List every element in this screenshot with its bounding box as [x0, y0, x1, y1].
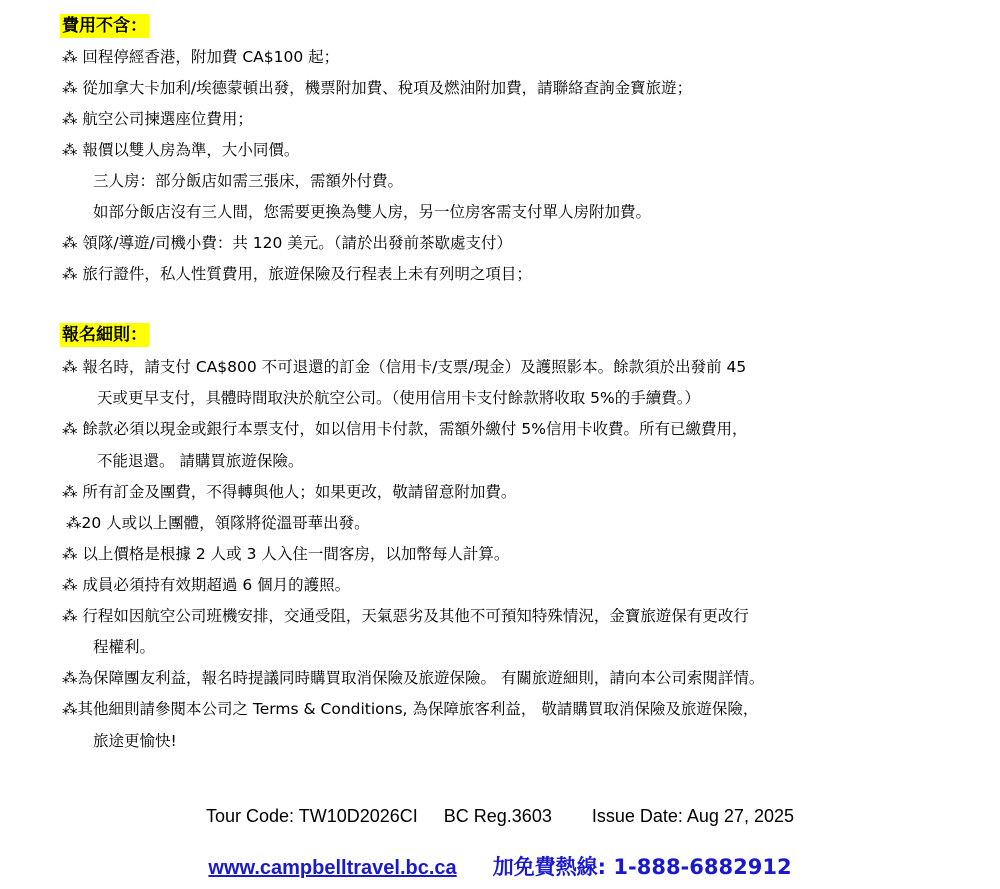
- registration-item-cont: 天或更早支付，具體時間取決於航空公司。（使用信用卡支付餘款將收取 5%的手續費。）: [97, 389, 701, 407]
- registration-item-cont: 旅途更愉快!: [93, 732, 177, 750]
- excluded-item: ⁂ 航空公司揀選座位費用；: [62, 110, 253, 128]
- registration-item: ⁂ 以上價格是根據 2 人或 3 人入住一間客房，以加幣每人計算。: [62, 545, 510, 563]
- registration-item-cont: 程權利。: [93, 638, 156, 656]
- registration-item: ⁂ 所有訂金及團費，不得轉與他人；如果更改，敬請留意附加費。: [62, 483, 517, 501]
- website-link[interactable]: www.campbelltravel.bc.ca: [208, 857, 457, 879]
- registration-item: ⁂其他細則請參閱本公司之 Terms & Conditions, 為保障旅客利益， 敬請購買取消保險及旅遊保險，: [62, 700, 759, 718]
- excluded-item: ⁂ 回程停經香港，附加費 CA$100 起；: [62, 48, 340, 66]
- bc-registration: BC Reg.3603: [443, 806, 552, 826]
- excluded-item-detail: 三人房：部分飯店如需三張床，需額外付費。: [93, 172, 404, 190]
- excluded-item: ⁂ 領隊/導遊/司機小費：共 120 美元。（請於出發前茶歇處支付）: [62, 234, 513, 252]
- registration-item: ⁂20 人或以上團體，領隊將從溫哥華出發。: [66, 514, 370, 532]
- registration-item-cont: 不能退還。 請購買旅遊保險。: [97, 452, 304, 470]
- excluded-item: ⁂ 報價以雙人房為準，大小同價。: [62, 141, 300, 159]
- toll-free-hotline: 加免費熱線: 1-888-6882912: [492, 855, 792, 879]
- registration-item: ⁂ 行程如因航空公司班機安排，交通受阻，天氣惡劣及其他不可預知特殊情況，金寶旅遊保有更改行: [62, 607, 749, 625]
- excluded-heading: 費用不含：: [62, 16, 147, 36]
- contact-line: [0, 851, 1000, 881]
- registration-item: ⁂ 成員必須持有效期超過 6 個月的護照。: [62, 576, 351, 594]
- excluded-item-detail: 如部分飯店沒有三人間，您需要更換為雙人房，另一位房客需支付單人房附加費。: [93, 203, 652, 221]
- tour-code: Tour Code: TW10D2026CI: [205, 806, 418, 826]
- registration-item: ⁂為保障團友利益，報名時提議同時購買取消保險及旅遊保險。 有關旅遊細則，請向本公司索閱詳情。: [62, 669, 765, 687]
- excluded-item: ⁂ 從加拿大卡加利/埃德蒙頓出發，機票附加費、稅項及燃油附加費，請聯絡查詢金寶旅遊；: [62, 79, 693, 97]
- registration-item: ⁂ 報名時，請支付 CA$800 不可退還的訂金（信用卡/支票/現金）及護照影本。餘款須於出發前 45: [62, 358, 747, 376]
- tour-info-line: [0, 806, 1000, 827]
- registration-item: ⁂ 餘款必須以現金或銀行本票支付，如以信用卡付款，需額外繳付 5%信用卡收費。所有已繳費用，: [62, 420, 748, 438]
- registration-heading: 報名細則：: [62, 325, 147, 345]
- excluded-item: ⁂ 旅行證件，私人性質費用，旅遊保險及行程表上未有列明之項目；: [62, 265, 532, 283]
- issue-date: Issue Date: Aug 27, 2025: [591, 806, 794, 826]
